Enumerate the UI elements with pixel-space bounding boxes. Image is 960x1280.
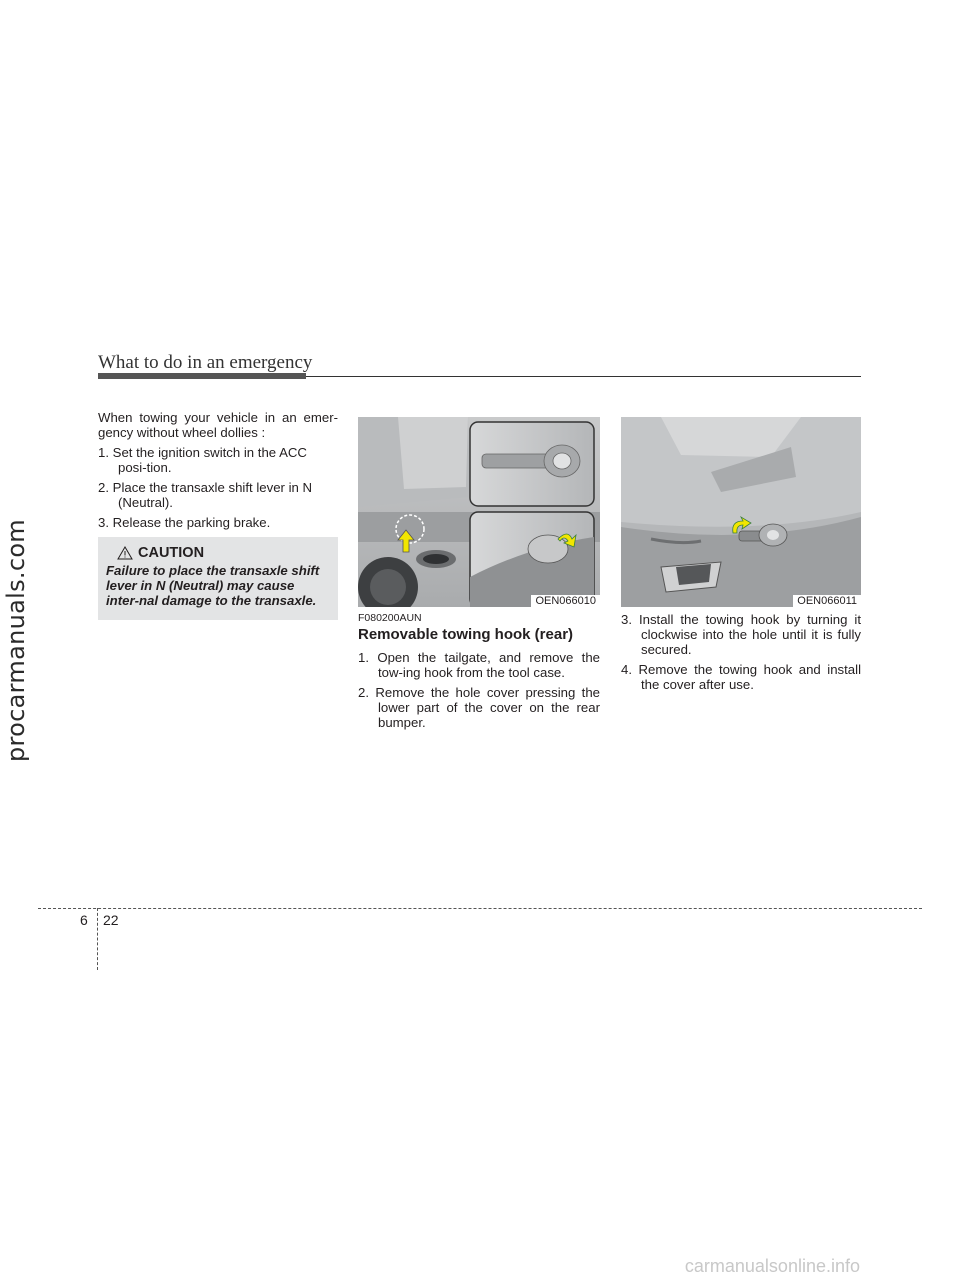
tow-hook-installed-illustration (621, 417, 861, 607)
chapter-number: 6 (80, 912, 88, 928)
rear-bumper-tow-hook-illustration (358, 417, 600, 607)
warning-triangle-icon (117, 546, 133, 560)
header-rule-accent (98, 373, 306, 379)
intro-text: When towing your vehicle in an emer-gency without wheel dollies : (98, 410, 338, 440)
caution-header (117, 545, 204, 561)
list-item: 3. Release the parking brake. (98, 515, 271, 530)
left-column (98, 410, 338, 535)
list-item: 1. Set the ignition switch in the ACC posi-tion. (98, 445, 307, 475)
page-number: 22 (103, 912, 119, 928)
right-column (621, 612, 861, 697)
middle-column (358, 650, 600, 735)
section-title: What to do in an emergency (98, 352, 313, 373)
reference-code: F080200AUN (358, 612, 422, 624)
figure-code: OEN066010 (531, 595, 600, 607)
list-item: 2. Remove the hole cover pressing the lower part of the cover on the rear bumper. (358, 685, 600, 730)
list-item: 2. Place the transaxle shift lever in N (Neutral). (98, 480, 313, 510)
caution-title: CAUTION (138, 545, 205, 561)
caution-box (98, 537, 338, 620)
caution-text: Failure to place the transaxle shift lever in N (Neutral) may cause inter-nal damage to the transaxle. (106, 563, 320, 608)
figure-tow-hook-installed (621, 417, 861, 607)
subheading: Removable towing hook (rear) (358, 626, 574, 643)
bottom-watermark: carmanualsonline.info (684, 1256, 860, 1276)
figure-rear-bumper (358, 417, 600, 607)
side-watermark: procarmanuals.com (2, 519, 30, 762)
list-item: 3. Install the towing hook by turning it clockwise into the hole until it is fully secured. (621, 612, 861, 657)
footer-divider (97, 908, 98, 970)
list-item: 1. Open the tailgate, and remove the tow-ing hook from the tool case. (358, 650, 600, 680)
figure-code: OEN066011 (793, 595, 861, 607)
list-item: 4. Remove the towing hook and install the cover after use. (621, 662, 861, 692)
footer-rule (38, 908, 922, 909)
